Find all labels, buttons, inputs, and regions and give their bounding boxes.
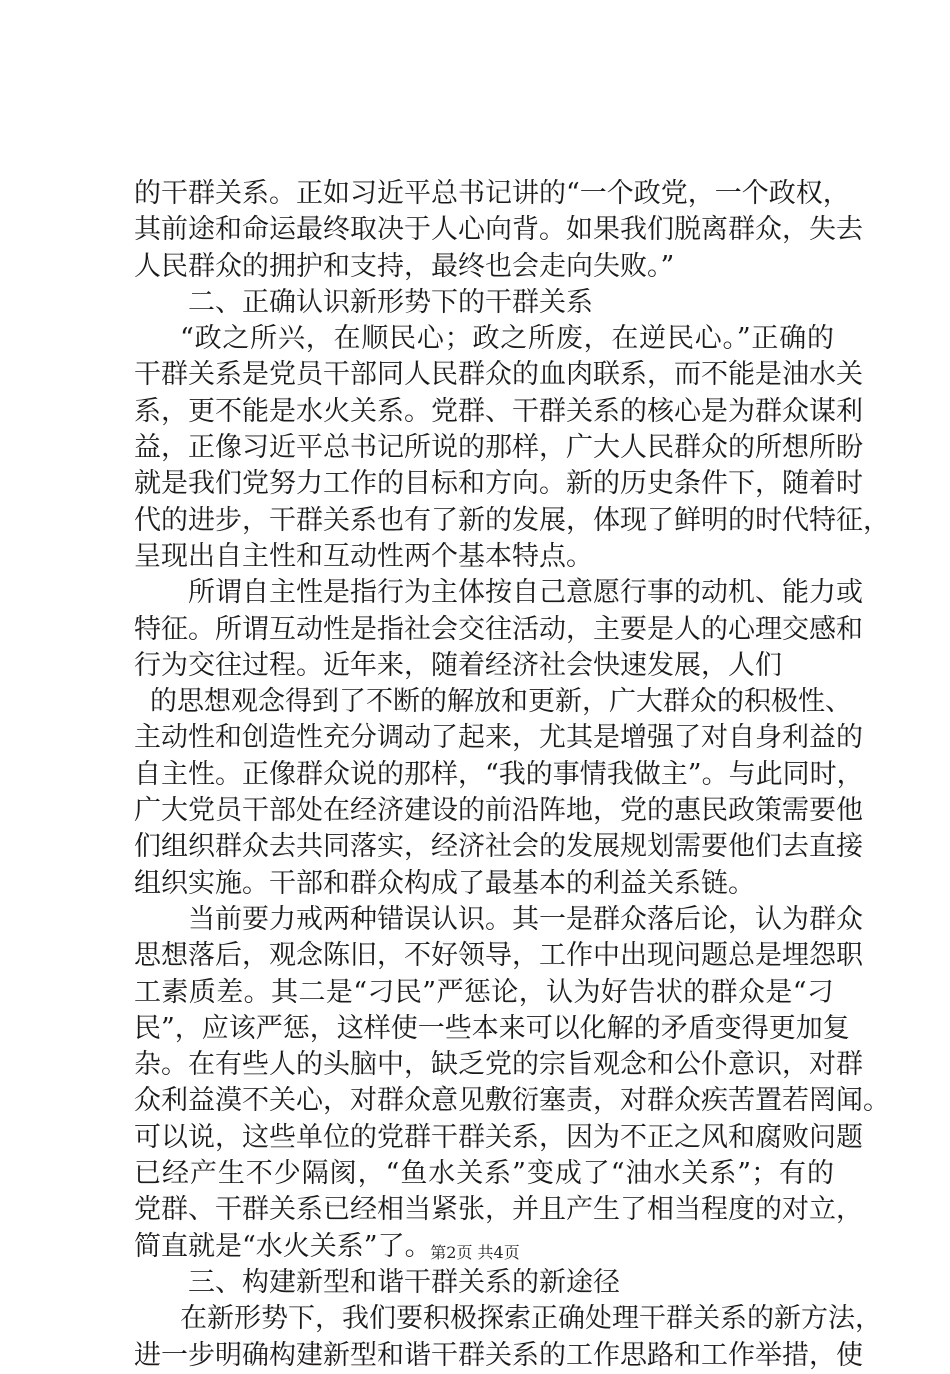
- text-line: “政之所兴，在顺民心；政之所废，在逆民心。”正确的: [180, 323, 834, 355]
- text-line: 所谓自主性是指行为主体按自己意愿行事的动机、能力或: [188, 577, 863, 609]
- text-line: 组织实施。干部和群众构成了最基本的利益关系链。: [134, 867, 755, 899]
- text-line: 呈现出自主性和互动性两个基本特点。: [134, 540, 593, 572]
- page-number-footer: 第2页 共4页: [430, 1243, 520, 1262]
- text-line: 工素质差。其二是“刁民”严惩论，认为好告状的群众是“刁: [134, 976, 834, 1008]
- text-line: 思想落后，观念陈旧，不好领导，工作中出现问题总是埋怨职: [134, 940, 863, 972]
- text-line: 的干群关系。正如习近平总书记讲的“一个政党，一个政权，: [134, 178, 850, 209]
- text-line: 人民群众的拥护和支持，最终也会走向失败。”: [134, 250, 675, 282]
- text-line: 干群关系是党员干部同人民群众的血肉联系，而不能是油水关: [134, 359, 863, 391]
- text-line: 代的进步，干群关系也有了新的发展，体现了鲜明的时代特征，: [134, 504, 890, 536]
- text-line: 简直就是“水火关系”了。: [134, 1230, 432, 1262]
- text-line: 民”，应该严惩，这样使一些本来可以化解的矛盾变得更加复: [134, 1012, 850, 1044]
- text-line: 杂。在有些人的头脑中，缺乏党的宗旨观念和公仆意识，对群: [134, 1049, 863, 1081]
- body-text: [134, 176, 890, 1374]
- section-heading: 三、构建新型和谐干群关系的新途径: [188, 1266, 620, 1298]
- section-heading: 二、正确认识新形势下的干群关系: [188, 286, 593, 318]
- text-line: 的思想观念得到了不断的解放和更新，广大群众的积极性、: [150, 686, 852, 718]
- text-line: 主动性和创造性充分调动了起来，尤其是增强了对自身利益的: [134, 722, 863, 754]
- text-line: 系，更不能是水火关系。党群、干群关系的核心是为群众谋利: [134, 395, 863, 427]
- text-line: 行为交往过程。近年来，随着经济社会快速发展，人们: [134, 649, 782, 681]
- text-line: 们组织群众去共同落实，经济社会的发展规划需要他们去直接: [134, 831, 863, 863]
- text-line: 就是我们党努力工作的目标和方向。新的历史条件下，随着时: [134, 468, 863, 500]
- text-line: 党群、干群关系已经相当紧张，并且产生了相当程度的对立，: [134, 1194, 863, 1226]
- text-line: 可以说，这些单位的党群干群关系，因为不正之风和腐败问题: [134, 1121, 863, 1153]
- text-line: 众利益漠不关心，对群众意见敷衍塞责，对群众疾苦置若罔闻。: [134, 1085, 890, 1117]
- text-line: 其前途和命运最终取决于人心向背。如果我们脱离群众，失去: [134, 214, 863, 246]
- text-line: 在新形势下，我们要积极探索正确处理干群关系的新方法，: [180, 1303, 882, 1335]
- text-line: 益，正像习近平总书记所说的那样，广大人民群众的所想所盼: [134, 432, 863, 464]
- text-line: 已经产生不少隔阂，“鱼水关系”变成了“油水关系”；有的: [134, 1158, 834, 1190]
- text-line: 广大党员干部处在经济建设的前沿阵地，党的惠民政策需要他: [134, 795, 863, 827]
- text-line: 当前要力戒两种错误认识。其一是群众落后论，认为群众: [188, 903, 863, 935]
- text-line: 特征。所谓互动性是指社会交往活动，主要是人的心理交感和: [134, 613, 863, 645]
- text-line: 自主性。正像群众说的那样，“我的事情我做主”。与此同时，: [134, 758, 864, 790]
- text-line: 进一步明确构建新型和谐干群关系的工作思路和工作举措，使: [134, 1339, 863, 1371]
